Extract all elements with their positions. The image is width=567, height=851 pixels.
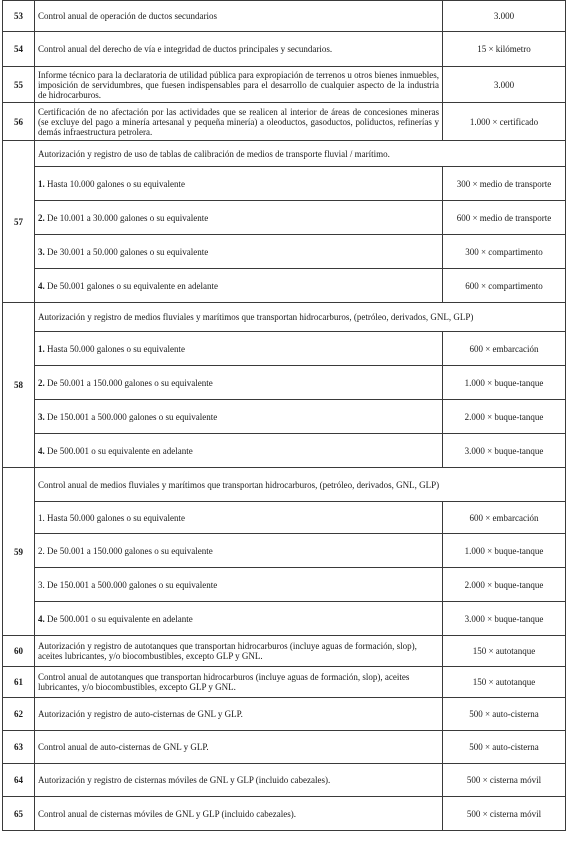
table-row <box>3 67 566 103</box>
sub-item <box>35 332 443 366</box>
row-fee: 2.000 × buque-tanque <box>443 400 566 434</box>
table-row <box>3 366 566 400</box>
sub-item <box>35 502 443 534</box>
group-title: Control anual de medios fluviales y marítimos que transportan hidrocarburos, (petróleo, derivados, GNL, GLP) <box>35 468 566 502</box>
row-number: 64 <box>3 764 35 797</box>
sub-item-label: 4. <box>38 445 45 456</box>
row-concept: Control anual de cisternas móviles de GNL y GLP (incluido cabezales). <box>35 797 443 831</box>
row-fee: 500 × auto-cisterna <box>443 731 566 764</box>
table-row <box>3 269 566 303</box>
row-concept: Control anual de auto-cisternas de GNL y GLP. <box>35 731 443 764</box>
table-row <box>3 731 566 764</box>
row-number: 55 <box>3 67 35 103</box>
sub-item <box>35 400 443 434</box>
sub-item-text: Hasta 50.000 galones o su equivalente <box>47 512 185 523</box>
row-fee: 600 × embarcación <box>443 502 566 534</box>
row-fee: 600 × compartimento <box>443 269 566 303</box>
row-fee: 300 × medio de transporte <box>443 167 566 201</box>
table-row <box>3 1 566 32</box>
sub-item <box>35 534 443 568</box>
sub-item <box>35 602 443 636</box>
row-number: 53 <box>3 1 35 32</box>
table-row <box>3 167 566 201</box>
table-row <box>3 602 566 636</box>
table-row <box>3 698 566 731</box>
table-row <box>3 502 566 534</box>
sub-item-text: De 50.001 a 150.000 galones o su equivalente <box>47 377 213 388</box>
row-fee: 600 × medio de transporte <box>443 201 566 235</box>
sub-item <box>35 167 443 201</box>
row-concept: Autorización y registro de cisternas móviles de GNL y GLP (incluido cabezales). <box>35 764 443 797</box>
sub-item-label: 3. <box>38 246 45 257</box>
table-row <box>3 568 566 602</box>
table-row <box>3 103 566 141</box>
table-row <box>3 764 566 797</box>
sub-item-text: De 50.001 a 150.000 galones o su equivalente <box>47 545 213 556</box>
table-row <box>3 797 566 831</box>
row-number: 57 <box>3 141 35 303</box>
row-fee: 3.000 × buque-tanque <box>443 602 566 636</box>
row-number: 54 <box>3 32 35 67</box>
row-concept: Informe técnico para la declaratoria de utilidad pública para expropiación de terrenos u otros bienes inmuebles, imposición de servidumbres, que fuesen indispensables para el desarrollo de cualquier aspecto de la industria de hidrocarburos. <box>35 67 443 103</box>
sub-item-label: 3. <box>38 411 45 422</box>
sub-item-text: De 500.001 o su equivalente en adelante <box>47 445 193 456</box>
row-fee: 500 × cisterna móvil <box>443 764 566 797</box>
sub-item-text: Hasta 10.000 galones o su equivalente <box>47 178 185 189</box>
row-fee: 1.000 × buque-tanque <box>443 534 566 568</box>
sub-item <box>35 269 443 303</box>
row-number: 62 <box>3 698 35 731</box>
row-fee: 3.000 <box>443 1 566 32</box>
row-concept: Control anual de operación de ductos secundarios <box>35 1 443 32</box>
table-row <box>3 32 566 67</box>
sub-item <box>35 201 443 235</box>
sub-item-label: 1. <box>38 512 45 523</box>
sub-item-label: 4. <box>38 280 45 291</box>
sub-item-label: 3. <box>38 579 45 590</box>
row-fee: 500 × auto-cisterna <box>443 698 566 731</box>
table-row <box>3 636 566 667</box>
row-fee: 500 × cisterna móvil <box>443 797 566 831</box>
group-title: Autorización y registro de uso de tablas de calibración de medios de transporte fluvial / marítimo. <box>35 141 566 167</box>
row-fee: 1.000 × buque-tanque <box>443 366 566 400</box>
table-row <box>3 303 566 332</box>
sub-item <box>35 366 443 400</box>
group-title: Autorización y registro de medios fluviales y marítimos que transportan hidrocarburos, (petróleo, derivados, GNL, GLP) <box>35 303 566 332</box>
row-number: 60 <box>3 636 35 667</box>
table-row <box>3 434 566 468</box>
sub-item-label: 1. <box>38 343 45 354</box>
sub-item-label: 1. <box>38 178 45 189</box>
sub-item-label: 4. <box>38 613 45 624</box>
sub-item-text: De 10.001 a 30.000 galones o su equivalente <box>47 212 209 223</box>
table-row <box>3 201 566 235</box>
row-number: 61 <box>3 667 35 698</box>
row-concept: Control anual del derecho de vía e integridad de ductos principales y secundarios. <box>35 32 443 67</box>
row-fee: 15 × kilómetro <box>443 32 566 67</box>
table-row <box>3 235 566 269</box>
sub-item <box>35 434 443 468</box>
sub-item-text: Hasta 50.000 galones o su equivalente <box>47 343 185 354</box>
sub-item-label: 2. <box>38 545 45 556</box>
row-number: 63 <box>3 731 35 764</box>
row-fee: 300 × compartimento <box>443 235 566 269</box>
row-concept: Autorización y registro de auto-cisternas de GNL y GLP. <box>35 698 443 731</box>
table-row <box>3 534 566 568</box>
table-row <box>3 468 566 502</box>
sub-item-label: 2. <box>38 212 45 223</box>
row-fee: 150 × autotanque <box>443 667 566 698</box>
row-concept: Certificación de no afectación por las actividades que se realicen al interior de áreas de concesiones mineras (se excluye del pago a minería artesanal y pequeña minería) a oleoductos, gasoductos, poliductos, refinerías y demás infraestructura petrolera. <box>35 103 443 141</box>
sub-item-text: De 150.001 a 500.000 galones o su equivalente <box>47 411 218 422</box>
row-number: 65 <box>3 797 35 831</box>
row-fee: 2.000 × buque-tanque <box>443 568 566 602</box>
row-fee: 150 × autotanque <box>443 636 566 667</box>
sub-item-text: De 30.001 a 50.000 galones o su equivalente <box>47 246 209 257</box>
sub-item-label: 2. <box>38 377 45 388</box>
row-fee: 3.000 <box>443 67 566 103</box>
row-fee: 3.000 × buque-tanque <box>443 434 566 468</box>
sub-item-text: De 150.001 a 500.000 galones o su equivalente <box>47 579 218 590</box>
row-concept: Control anual de autotanques que transportan hidrocarburos (incluye aguas de formación, slop), aceites lubricantes, y/o biocombustibles, excepto GLP y GNL. <box>35 667 443 698</box>
sub-item-text: De 50.001 galones o su equivalente en adelante <box>47 280 218 291</box>
row-number: 58 <box>3 303 35 468</box>
sub-item <box>35 568 443 602</box>
table-row <box>3 400 566 434</box>
row-fee: 600 × embarcación <box>443 332 566 366</box>
sub-item-text: De 500.001 o su equivalente en adelante <box>47 613 193 624</box>
row-number: 59 <box>3 468 35 636</box>
fee-table <box>2 0 566 831</box>
table-row <box>3 332 566 366</box>
table-row <box>3 667 566 698</box>
row-fee: 1.000 × certificado <box>443 103 566 141</box>
row-concept: Autorización y registro de autotanques que transportan hidrocarburos (incluye aguas de formación, slop), aceites lubricantes, y/o biocombustibles, excepto GLP y GNL. <box>35 636 443 667</box>
sub-item <box>35 235 443 269</box>
row-number: 56 <box>3 103 35 141</box>
table-row <box>3 141 566 167</box>
